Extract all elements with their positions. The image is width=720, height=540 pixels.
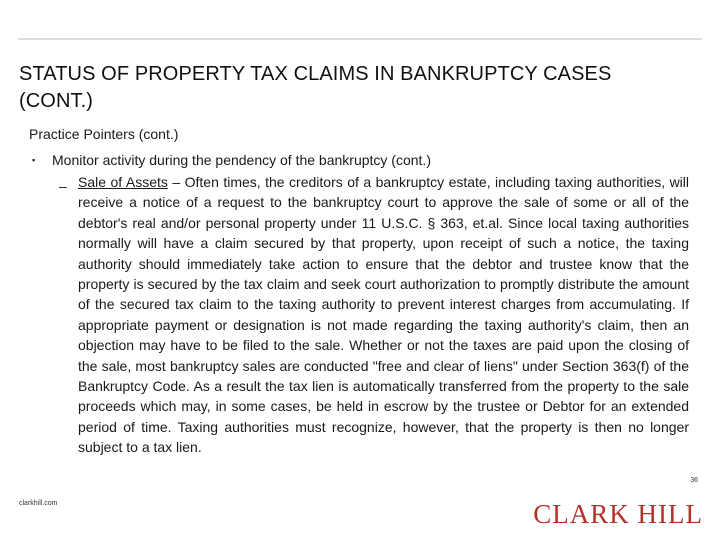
sub-bullet-body: – Often times, the creditors of a bankruptcy estate, including taxing authorities, will receive a notice of a request to the bankruptcy court to approve the sale of some or all of the debtor's real and/or personal property under 11 U.S.C. § 363, et.al. Since local taxing authorities normally will have a claim secured by that property, upon receipt of such a notice, the taxing authority should immediately take action to ensure that the debtor and trustee know that the property is secured by the tax claim and seek court authorization to promptly distribute the amount of the secured tax claim to the taxing authority to prevent interest charges from accumulating. If appropriate payment or designation is not made regarding the taxing authority's claim, then an objection may have to be filed to the sale. Whether or not the taxes are paid upon the closing of the sale, most bankruptcy sales are conducted "free and clear of liens" under Section 363(f) of the Bankruptcy Code. As a result the tax lien is automatically transferred from the property to the sale proceeds which may, in some cases, be held in escrow by the trustee or Debtor for an extended period of time. Taxing authorities must recognize, however, that the property is then no longer subject to a tax lien. <box>78 174 690 456</box>
section-heading-suffix: (cont.) <box>138 126 179 142</box>
top-divider <box>18 38 702 40</box>
dash-bullet-icon: – <box>59 178 67 194</box>
bullet-text: Monitor activity during the pendency of the bankruptcy (cont.) <box>52 152 431 168</box>
section-heading-label: Practice Pointers <box>29 126 135 142</box>
footer-url: clarkhill.com <box>19 500 58 507</box>
slide-title: STATUS OF PROPERTY TAX CLAIMS IN BANKRUPTCY CASES (CONT.) <box>19 63 612 112</box>
section-heading <box>29 125 178 143</box>
sub-bullet-term: Sale of Assets <box>78 174 168 190</box>
page-number: 36 <box>690 477 698 484</box>
square-bullet-icon: ▪ <box>32 155 36 165</box>
clark-hill-logo: CLARK HILL <box>533 499 703 529</box>
sub-bullet-paragraph <box>78 172 689 458</box>
